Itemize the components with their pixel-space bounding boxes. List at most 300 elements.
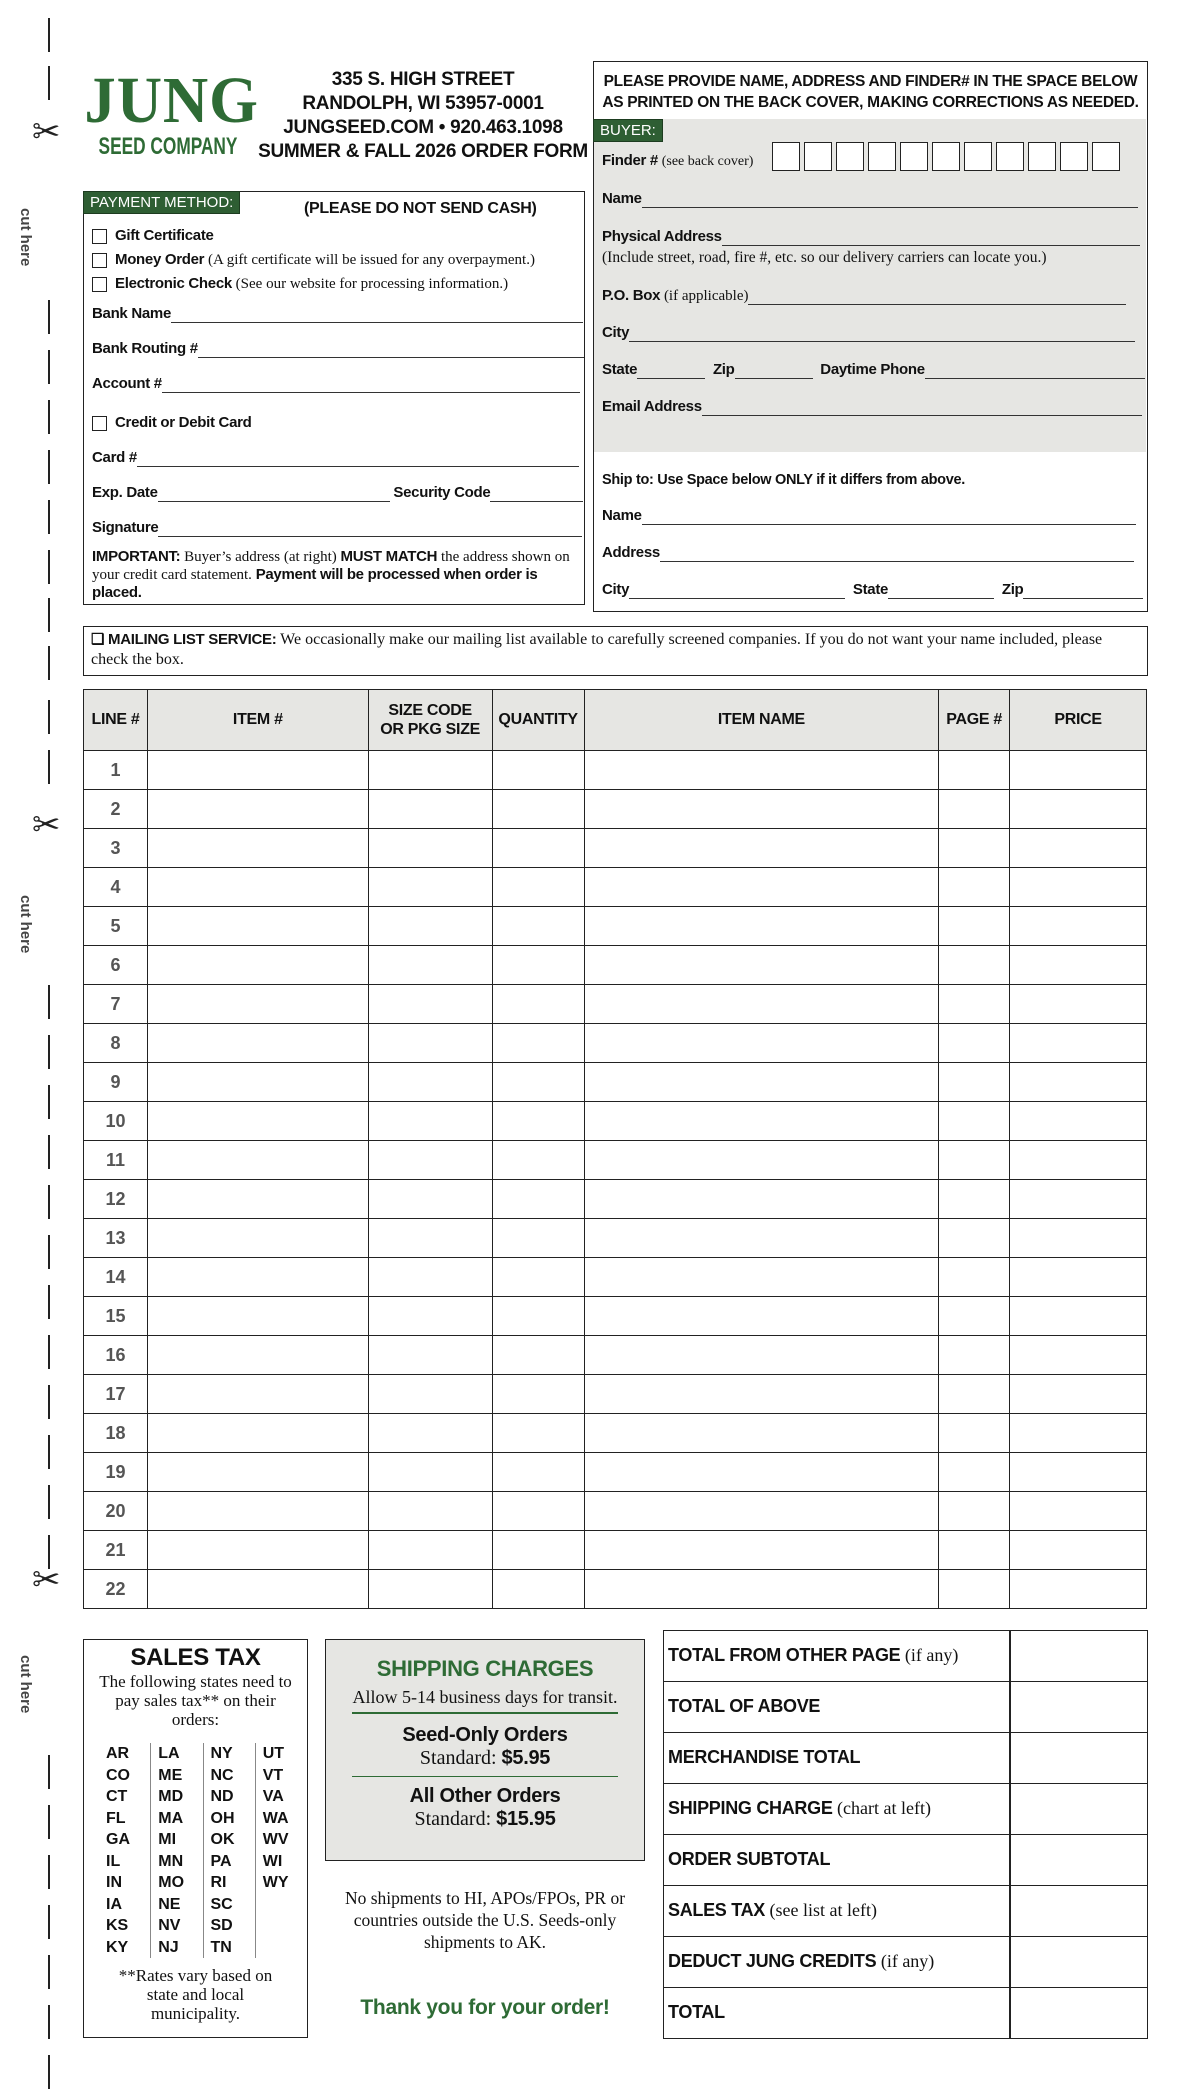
quantity-cell[interactable] bbox=[492, 907, 584, 946]
state-code: PA bbox=[210, 1852, 232, 1870]
column-header-item-number: ITEM # bbox=[147, 690, 368, 751]
column-header-size-code: SIZE CODE OR PKG SIZE bbox=[368, 690, 492, 751]
size-code-cell[interactable] bbox=[368, 1180, 492, 1219]
email-field[interactable]: Email Address bbox=[602, 398, 1142, 416]
line-number-cell: 10 bbox=[84, 1102, 148, 1141]
buyer-instructions: PLEASE PROVIDE NAME, ADDRESS AND FINDER# IN THE SPACE BELOW AS PRINTED ON THE BACK COVER, MAKING CORRECTIONS AS NEEDED. bbox=[602, 73, 1139, 111]
size-code-cell[interactable] bbox=[368, 1570, 492, 1609]
quantity-cell[interactable] bbox=[492, 1102, 584, 1141]
important-note: IMPORTANT: Buyer’s address (at right) MUST MATCH the address shown on your credit card statement. Payment will be processed when order is placed. bbox=[92, 548, 570, 601]
totals-row-label: MERCHANDISE TOTAL bbox=[668, 1747, 861, 1767]
quantity-cell[interactable] bbox=[492, 985, 584, 1024]
table-row bbox=[84, 1219, 1147, 1258]
price-cell[interactable] bbox=[1010, 1531, 1147, 1570]
page-number-cell[interactable] bbox=[939, 1024, 1010, 1063]
size-code-cell[interactable] bbox=[368, 1453, 492, 1492]
po-box-field[interactable]: P.O. Box (if applicable) bbox=[602, 287, 1126, 305]
scissors-icon: ✂ bbox=[32, 1562, 61, 1599]
totals-amount-field[interactable] bbox=[1011, 1937, 1147, 1987]
page-number-cell[interactable] bbox=[939, 1531, 1010, 1570]
item-number-cell[interactable] bbox=[147, 868, 368, 907]
page-number-cell[interactable] bbox=[939, 1375, 1010, 1414]
quantity-cell[interactable] bbox=[492, 790, 584, 829]
contact-line: JUNGSEED.COM • 920.463.1098 bbox=[283, 117, 563, 138]
size-code-cell[interactable] bbox=[368, 790, 492, 829]
line-number-cell: 14 bbox=[84, 1258, 148, 1297]
quantity-cell[interactable] bbox=[492, 1024, 584, 1063]
line-number-cell: 3 bbox=[84, 829, 148, 868]
exp-date-field[interactable]: Exp. Date Security Code bbox=[92, 484, 583, 502]
item-number-cell[interactable] bbox=[147, 1180, 368, 1219]
ship-to-note: Ship to: Use Space below ONLY if it differs from above. bbox=[602, 472, 965, 488]
ship-city-state-zip-field[interactable]: City State Zip bbox=[602, 581, 1143, 599]
table-row bbox=[84, 1531, 1147, 1570]
state-column bbox=[255, 1743, 307, 1958]
state-code: TN bbox=[210, 1938, 232, 1956]
price-cell[interactable] bbox=[1010, 1453, 1147, 1492]
item-number-cell[interactable] bbox=[147, 907, 368, 946]
item-number-cell[interactable] bbox=[147, 1297, 368, 1336]
state-code: AR bbox=[106, 1745, 130, 1762]
size-code-cell[interactable] bbox=[368, 1492, 492, 1531]
item-number-cell[interactable] bbox=[147, 1375, 368, 1414]
state-code: NC bbox=[210, 1766, 234, 1784]
item-name-cell[interactable] bbox=[584, 868, 939, 907]
sales-tax-intro: The following states need to pay sales tax** on their orders: bbox=[99, 1672, 292, 1729]
state-code: IL bbox=[106, 1852, 121, 1870]
state-code: SC bbox=[210, 1895, 233, 1913]
price-cell[interactable] bbox=[1010, 1375, 1147, 1414]
item-name-cell[interactable] bbox=[584, 1414, 939, 1453]
quantity-cell[interactable] bbox=[492, 1453, 584, 1492]
item-number-cell[interactable] bbox=[147, 1024, 368, 1063]
item-number-cell[interactable] bbox=[147, 1531, 368, 1570]
totals-row bbox=[664, 1886, 1147, 1937]
price-cell[interactable] bbox=[1010, 1063, 1147, 1102]
page-number-cell[interactable] bbox=[939, 1141, 1010, 1180]
line-number-cell: 9 bbox=[84, 1063, 148, 1102]
quantity-cell[interactable] bbox=[492, 1180, 584, 1219]
line-number-cell: 18 bbox=[84, 1414, 148, 1453]
ship-name-field[interactable]: Name bbox=[602, 507, 1136, 525]
page-number-cell[interactable] bbox=[939, 1180, 1010, 1219]
item-name-cell[interactable] bbox=[584, 1141, 939, 1180]
line-number-cell: 19 bbox=[84, 1453, 148, 1492]
state-code: NY bbox=[210, 1745, 233, 1762]
page-number-cell[interactable] bbox=[939, 1063, 1010, 1102]
table-row bbox=[84, 790, 1147, 829]
price-cell[interactable] bbox=[1010, 1297, 1147, 1336]
size-code-cell[interactable] bbox=[368, 1024, 492, 1063]
state-code: ME bbox=[158, 1766, 183, 1784]
line-number-cell: 7 bbox=[84, 985, 148, 1024]
table-row bbox=[84, 1492, 1147, 1531]
quantity-cell[interactable] bbox=[492, 751, 584, 790]
state-code: GA bbox=[106, 1831, 130, 1848]
line-number-cell: 1 bbox=[84, 751, 148, 790]
quantity-cell[interactable] bbox=[492, 1141, 584, 1180]
gift-certificate-checkbox[interactable] bbox=[92, 229, 107, 244]
scissors-icon: ✂ bbox=[32, 807, 61, 844]
table-row bbox=[84, 1570, 1147, 1609]
state-code: MA bbox=[158, 1809, 184, 1827]
order-items-table bbox=[83, 689, 1147, 1609]
finder-digit-boxes[interactable] bbox=[772, 142, 1120, 171]
item-name-cell[interactable] bbox=[584, 1336, 939, 1375]
scissors-icon: ✂ bbox=[32, 114, 61, 151]
totals-row bbox=[664, 1682, 1147, 1733]
line-number-cell: 21 bbox=[84, 1531, 148, 1570]
size-code-cell[interactable] bbox=[368, 1336, 492, 1375]
line-number-cell: 6 bbox=[84, 946, 148, 985]
price-cell[interactable] bbox=[1010, 829, 1147, 868]
item-number-cell[interactable] bbox=[147, 1492, 368, 1531]
item-name-cell[interactable] bbox=[584, 790, 939, 829]
table-row bbox=[84, 868, 1147, 907]
address-line-1: 335 S. HIGH STREET bbox=[331, 69, 515, 90]
page-number-cell[interactable] bbox=[939, 1219, 1010, 1258]
totals-amount-field[interactable] bbox=[1011, 1631, 1147, 1681]
state-column bbox=[203, 1743, 255, 1958]
cut-here-label: cut here bbox=[17, 1655, 34, 1714]
table-row bbox=[84, 751, 1147, 790]
page-number-cell[interactable] bbox=[939, 868, 1010, 907]
item-name-cell[interactable] bbox=[584, 946, 939, 985]
page-number-cell[interactable] bbox=[939, 751, 1010, 790]
state-code: NE bbox=[158, 1895, 181, 1913]
price-cell[interactable] bbox=[1010, 1180, 1147, 1219]
shipping-allow-note: Allow 5-14 business days for transit. bbox=[352, 1687, 618, 1707]
item-number-cell[interactable] bbox=[147, 1570, 368, 1609]
quantity-cell[interactable] bbox=[492, 1297, 584, 1336]
price-cell[interactable] bbox=[1010, 868, 1147, 907]
item-name-cell[interactable] bbox=[584, 1570, 939, 1609]
totals-amount-field[interactable] bbox=[1011, 1835, 1147, 1885]
size-code-cell[interactable] bbox=[368, 985, 492, 1024]
item-number-cell[interactable] bbox=[147, 1336, 368, 1375]
quantity-cell[interactable] bbox=[492, 1063, 584, 1102]
size-code-cell[interactable] bbox=[368, 1141, 492, 1180]
state-code: MI bbox=[158, 1831, 177, 1848]
physical-address-note: (Include street, road, fire #, etc. so our delivery carriers can locate you.) bbox=[602, 249, 1047, 266]
table-row bbox=[84, 1102, 1147, 1141]
item-number-cell[interactable] bbox=[147, 1453, 368, 1492]
state-code: CO bbox=[106, 1766, 130, 1784]
buyer-tag: BUYER: bbox=[593, 119, 663, 142]
payment-method-box bbox=[83, 191, 585, 605]
item-name-cell[interactable] bbox=[584, 1375, 939, 1414]
price-cell[interactable] bbox=[1010, 751, 1147, 790]
item-number-cell[interactable] bbox=[147, 1141, 368, 1180]
size-code-cell[interactable] bbox=[368, 829, 492, 868]
totals-row bbox=[664, 1835, 1147, 1886]
page-number-cell[interactable] bbox=[939, 1414, 1010, 1453]
item-number-cell[interactable] bbox=[147, 790, 368, 829]
size-code-cell[interactable] bbox=[368, 751, 492, 790]
line-number-cell: 2 bbox=[84, 790, 148, 829]
state-code: SD bbox=[210, 1917, 233, 1934]
state-code: WA bbox=[262, 1809, 289, 1827]
state-code: MO bbox=[158, 1874, 185, 1891]
state-column bbox=[106, 1743, 150, 1958]
page-number-cell[interactable] bbox=[939, 1492, 1010, 1531]
price-cell[interactable] bbox=[1010, 1414, 1147, 1453]
line-number-cell: 15 bbox=[84, 1297, 148, 1336]
totals-row-label: SHIPPING CHARGE (chart at left) bbox=[668, 1798, 931, 1818]
totals-row bbox=[664, 1733, 1147, 1784]
state-code: NV bbox=[158, 1917, 181, 1934]
page-number-cell[interactable] bbox=[939, 1336, 1010, 1375]
quantity-cell[interactable] bbox=[492, 1531, 584, 1570]
account-number-field[interactable]: Account # bbox=[92, 375, 580, 393]
state-code: ND bbox=[210, 1788, 234, 1805]
quantity-cell[interactable] bbox=[492, 1375, 584, 1414]
gift-certificate-option[interactable]: Gift Certificate bbox=[92, 227, 214, 245]
sales-tax-footnote: **Rates vary based on state and local municipality. bbox=[118, 1966, 273, 2023]
item-number-cell[interactable] bbox=[147, 751, 368, 790]
totals-row bbox=[664, 1937, 1147, 1988]
mailing-list-text: We occasionally make our mailing list available to carefully screened companies. If you do not want your name included, please check the box. bbox=[91, 631, 1103, 668]
item-number-cell[interactable] bbox=[147, 1219, 368, 1258]
quantity-cell[interactable] bbox=[492, 1414, 584, 1453]
item-number-cell[interactable] bbox=[147, 1063, 368, 1102]
seed-only-orders-label: Seed-Only Orders bbox=[402, 1723, 568, 1746]
item-number-cell[interactable] bbox=[147, 946, 368, 985]
cut-here-label: cut here bbox=[17, 895, 34, 954]
finder-number-field[interactable]: Finder # (see back cover) bbox=[602, 152, 754, 169]
size-code-cell[interactable] bbox=[368, 1219, 492, 1258]
totals-amount-field[interactable] bbox=[1011, 1733, 1147, 1783]
company-address-block bbox=[258, 68, 588, 164]
page-number-cell[interactable] bbox=[939, 1258, 1010, 1297]
size-code-cell[interactable] bbox=[368, 1258, 492, 1297]
state-code: IN bbox=[106, 1874, 122, 1891]
item-name-cell[interactable] bbox=[584, 829, 939, 868]
table-row bbox=[84, 1414, 1147, 1453]
seed-only-standard-rate: Standard: $5.95 bbox=[419, 1746, 551, 1769]
logo-jung-text: JUNG bbox=[84, 64, 259, 137]
city-field[interactable]: City bbox=[602, 324, 1135, 342]
item-name-cell[interactable] bbox=[584, 1258, 939, 1297]
sales-tax-box bbox=[83, 1639, 308, 2038]
table-row bbox=[84, 907, 1147, 946]
column-header-page: PAGE # bbox=[939, 690, 1010, 751]
page-number-cell[interactable] bbox=[939, 907, 1010, 946]
form-title: SUMMER & FALL 2026 ORDER FORM bbox=[258, 141, 588, 162]
totals-row bbox=[664, 1988, 1147, 2039]
state-code: IA bbox=[106, 1895, 122, 1913]
price-cell[interactable] bbox=[1010, 985, 1147, 1024]
table-row bbox=[84, 985, 1147, 1024]
size-code-cell[interactable] bbox=[368, 1375, 492, 1414]
totals-amount-field[interactable] bbox=[1011, 1886, 1147, 1936]
item-name-cell[interactable] bbox=[584, 985, 939, 1024]
totals-row bbox=[664, 1784, 1147, 1835]
state-column bbox=[150, 1743, 202, 1958]
size-code-cell[interactable] bbox=[368, 907, 492, 946]
item-number-cell[interactable] bbox=[147, 985, 368, 1024]
mailing-list-label[interactable]: ❑ MAILING LIST SERVICE: bbox=[91, 631, 277, 648]
item-name-cell[interactable] bbox=[584, 1063, 939, 1102]
table-row bbox=[84, 1258, 1147, 1297]
item-number-cell[interactable] bbox=[147, 1258, 368, 1297]
page-number-cell[interactable] bbox=[939, 1570, 1010, 1609]
logo-seed-company-text: SEED COMPANY bbox=[98, 133, 238, 160]
cut-here-label: cut here bbox=[17, 208, 34, 267]
item-name-cell[interactable] bbox=[584, 1102, 939, 1141]
quantity-cell[interactable] bbox=[492, 1258, 584, 1297]
item-name-cell[interactable] bbox=[584, 751, 939, 790]
quantity-cell[interactable] bbox=[492, 946, 584, 985]
line-number-cell: 12 bbox=[84, 1180, 148, 1219]
electronic-check-option[interactable]: Electronic Check (See our website for processing information.) bbox=[92, 275, 508, 293]
all-other-standard-rate: Standard: $15.95 bbox=[414, 1808, 556, 1830]
item-number-cell[interactable] bbox=[147, 829, 368, 868]
size-code-cell[interactable] bbox=[368, 1102, 492, 1141]
bank-routing-field[interactable]: Bank Routing # bbox=[92, 340, 584, 358]
size-code-cell[interactable] bbox=[368, 1063, 492, 1102]
item-name-cell[interactable] bbox=[584, 1531, 939, 1570]
price-cell[interactable] bbox=[1010, 1219, 1147, 1258]
state-code: NJ bbox=[158, 1938, 179, 1956]
item-name-cell[interactable] bbox=[584, 1024, 939, 1063]
page-number-cell[interactable] bbox=[939, 1102, 1010, 1141]
column-header-quantity: QUANTITY bbox=[492, 690, 584, 751]
table-row bbox=[84, 1297, 1147, 1336]
totals-row-label: TOTAL bbox=[668, 2002, 725, 2022]
quantity-cell[interactable] bbox=[492, 1219, 584, 1258]
line-number-cell: 13 bbox=[84, 1219, 148, 1258]
buyer-name-field[interactable]: Name bbox=[602, 190, 1138, 208]
table-row bbox=[84, 1375, 1147, 1414]
table-row bbox=[84, 1453, 1147, 1492]
page-number-cell[interactable] bbox=[939, 1453, 1010, 1492]
signature-field[interactable]: Signature bbox=[92, 519, 582, 537]
table-row bbox=[84, 1141, 1147, 1180]
all-other-orders-label: All Other Orders bbox=[409, 1785, 561, 1807]
item-name-cell[interactable] bbox=[584, 1297, 939, 1336]
line-number-cell: 5 bbox=[84, 907, 148, 946]
page-number-cell[interactable] bbox=[939, 946, 1010, 985]
shipping-restrictions: No shipments to HI, APOs/FPOs, PR or countries outside the U.S. Seeds-only shipments to AK. bbox=[344, 1888, 626, 1952]
item-name-cell[interactable] bbox=[584, 907, 939, 946]
money-order-checkbox[interactable] bbox=[92, 253, 107, 268]
size-code-cell[interactable] bbox=[368, 1414, 492, 1453]
state-code: MD bbox=[158, 1788, 184, 1805]
item-number-cell[interactable] bbox=[147, 1414, 368, 1453]
size-code-cell[interactable] bbox=[368, 946, 492, 985]
electronic-check-checkbox[interactable] bbox=[92, 277, 107, 292]
line-number-cell: 20 bbox=[84, 1492, 148, 1531]
state-code: FL bbox=[106, 1809, 126, 1827]
mailing-list-box[interactable] bbox=[83, 626, 1148, 676]
column-header-line: LINE # bbox=[84, 690, 148, 751]
state-code: OK bbox=[210, 1831, 235, 1848]
state-zip-phone-field[interactable]: State Zip Daytime Phone bbox=[602, 361, 1145, 379]
totals-amount-field[interactable] bbox=[1011, 1988, 1147, 2038]
state-code: UT bbox=[262, 1745, 285, 1762]
totals-row-label: DEDUCT JUNG CREDITS (if any) bbox=[668, 1951, 935, 1971]
item-name-cell[interactable] bbox=[584, 1219, 939, 1258]
quantity-cell[interactable] bbox=[492, 829, 584, 868]
price-cell[interactable] bbox=[1010, 1570, 1147, 1609]
size-code-cell[interactable] bbox=[368, 1531, 492, 1570]
page-number-cell[interactable] bbox=[939, 985, 1010, 1024]
totals-amount-field[interactable] bbox=[1011, 1682, 1147, 1732]
credit-card-checkbox[interactable] bbox=[92, 416, 107, 431]
money-order-option[interactable]: Money Order (A gift certificate will be issued for any overpayment.) bbox=[92, 251, 535, 269]
state-code: VA bbox=[262, 1788, 284, 1805]
card-number-field[interactable]: Card # bbox=[92, 449, 579, 467]
ship-address-field[interactable]: Address bbox=[602, 544, 1134, 562]
state-code: KS bbox=[106, 1917, 129, 1934]
state-code: MN bbox=[158, 1852, 184, 1870]
totals-row bbox=[664, 1631, 1147, 1682]
bank-name-field[interactable]: Bank Name bbox=[92, 305, 583, 323]
page-number-cell[interactable] bbox=[939, 829, 1010, 868]
physical-address-field[interactable]: Physical Address bbox=[602, 228, 1140, 246]
table-header-row bbox=[84, 690, 1147, 751]
table-row bbox=[84, 829, 1147, 868]
sales-tax-state-list bbox=[106, 1743, 307, 1958]
line-number-cell: 8 bbox=[84, 1024, 148, 1063]
table-row bbox=[84, 1180, 1147, 1219]
credit-card-option[interactable]: Credit or Debit Card bbox=[92, 414, 252, 432]
quantity-cell[interactable] bbox=[492, 1336, 584, 1375]
price-cell[interactable] bbox=[1010, 946, 1147, 985]
totals-row-label: ORDER SUBTOTAL bbox=[668, 1849, 831, 1869]
item-number-cell[interactable] bbox=[147, 1102, 368, 1141]
price-cell[interactable] bbox=[1010, 1024, 1147, 1063]
item-name-cell[interactable] bbox=[584, 1453, 939, 1492]
state-code: OH bbox=[210, 1809, 235, 1827]
item-name-cell[interactable] bbox=[584, 1180, 939, 1219]
state-code: KY bbox=[106, 1938, 129, 1956]
size-code-cell[interactable] bbox=[368, 868, 492, 907]
item-name-cell[interactable] bbox=[584, 1492, 939, 1531]
state-code: WV bbox=[262, 1831, 289, 1848]
price-cell[interactable] bbox=[1010, 1102, 1147, 1141]
price-cell[interactable] bbox=[1010, 907, 1147, 946]
state-code: LA bbox=[158, 1745, 180, 1762]
table-row bbox=[84, 1336, 1147, 1375]
no-cash-note: (PLEASE DO NOT SEND CASH) bbox=[304, 200, 537, 217]
totals-row-label: TOTAL FROM OTHER PAGE (if any) bbox=[668, 1645, 959, 1665]
column-header-item-name: ITEM NAME bbox=[584, 690, 939, 751]
quantity-cell[interactable] bbox=[492, 1492, 584, 1531]
state-code: WY bbox=[262, 1874, 289, 1891]
page-number-cell[interactable] bbox=[939, 1297, 1010, 1336]
jung-logo bbox=[80, 64, 259, 162]
totals-amount-field[interactable] bbox=[1011, 1784, 1147, 1834]
line-number-cell: 17 bbox=[84, 1375, 148, 1414]
column-header-price: PRICE bbox=[1010, 690, 1147, 751]
totals-row-label: SALES TAX (see list at left) bbox=[668, 1900, 877, 1920]
price-cell[interactable] bbox=[1010, 1336, 1147, 1375]
price-cell[interactable] bbox=[1010, 1492, 1147, 1531]
quantity-cell[interactable] bbox=[492, 868, 584, 907]
price-cell[interactable] bbox=[1010, 1258, 1147, 1297]
price-cell[interactable] bbox=[1010, 790, 1147, 829]
order-totals-box bbox=[663, 1630, 1148, 2039]
size-code-cell[interactable] bbox=[368, 1297, 492, 1336]
quantity-cell[interactable] bbox=[492, 1570, 584, 1609]
table-row bbox=[84, 1063, 1147, 1102]
price-cell[interactable] bbox=[1010, 1141, 1147, 1180]
payment-method-tag: PAYMENT METHOD: bbox=[83, 191, 240, 214]
security-code-field[interactable] bbox=[490, 487, 583, 502]
page-number-cell[interactable] bbox=[939, 790, 1010, 829]
